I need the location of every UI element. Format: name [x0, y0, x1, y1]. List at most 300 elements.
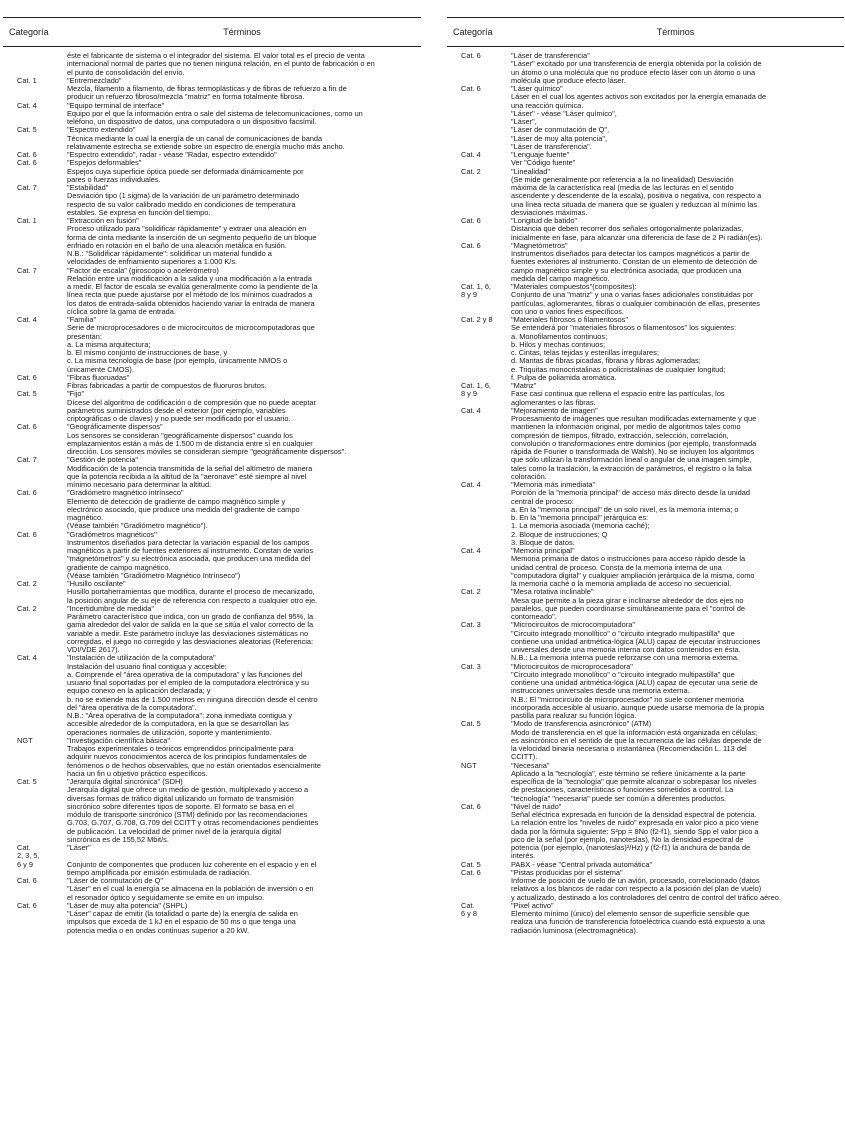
entry-text: [511, 217, 844, 242]
entry-term: "Matriz": [511, 381, 537, 390]
glossary-entry: [3, 151, 421, 159]
entry-text: [511, 168, 844, 218]
glossary-entry: [3, 423, 421, 456]
entry-term: "Espectro extendido": [67, 125, 136, 135]
entry-category: Cat. 2: [17, 603, 37, 613]
entry-definition-line: a medir. El factor de escala se evalúa generalmente como la pendiente de la: [67, 282, 318, 291]
entry-definition-line: Memoria primaria de datos o instrucciones para acceso rápido desde la: [511, 554, 746, 564]
glossary-entry: [447, 663, 844, 721]
entry-text: [67, 605, 421, 655]
entry-definition-line: criptográficas o de claves) y no puede ser modificado por el usuario.: [67, 414, 291, 423]
entry-text: [67, 580, 421, 605]
entry-definition-line: coloración.: [511, 471, 547, 481]
entry-definition-line: estables. Se expresa en función del tiempo.: [67, 207, 211, 217]
entry-term: "Materiales compuestos"(composites):: [511, 282, 637, 291]
entry-term: "Factor de escala" (giroscopio o acelerómetro): [67, 265, 219, 275]
entry-definition-line: La relación entre los "niveles de ruido" expresada en valor pico a pico viene: [511, 818, 759, 828]
entry-definition-line: VDI/VDE 2617).: [67, 645, 120, 654]
entry-term: "Equipo terminal de interface": [67, 100, 165, 110]
entry-term: "Espectro extendido", radar - véase "Radar, espectro extendido": [67, 150, 277, 159]
entry-term: "Fijo": [67, 389, 85, 399]
entry-category: Cat. 1, 6, 8 y 9: [461, 381, 491, 399]
entry-definition-line: Parámetro característico que indica, con un grado de confianza del 95%, la: [67, 612, 314, 621]
entry-definition-line: campo magnético simple y su electrónica asociada, que producen una: [511, 265, 742, 275]
entry-definition-line: (Véase también "Gradiómetro magnético").: [67, 521, 208, 531]
glossary-entry: [3, 844, 421, 877]
entry-category: Cat. 6: [461, 84, 481, 93]
glossary-entry: [3, 654, 421, 737]
entry-definition-line: N.B.: "Solidificar rápidamente": solidificar un material fundido a: [67, 249, 272, 258]
entry-definition-line: b. no se extiende más de 1.500 metros en ninguna dirección desde el centro: [67, 694, 318, 704]
glossary-entry: [447, 869, 844, 902]
entry-term: "Geográficamente dispersos": [67, 422, 163, 432]
entry-term: "Instalación de utilización de la computadora": [67, 653, 216, 663]
entry-text: [67, 489, 421, 530]
entry-definition-line: diversas formas de tráfico digital utilizando un formato de transmisión: [67, 793, 294, 803]
entry-definition-line: Conjunto de componentes que producen luz coherente en el espacio y en el: [67, 859, 317, 869]
entry-definition-line: "tecnología" "necesaria" puede ser común a diferentes productos.: [511, 793, 727, 803]
entry-definition-line: impulsos que exceda de 1 kJ en el espacio de 50 ms o que tenga una: [67, 917, 296, 927]
entry-definition-line: instrucciones universales desde una memoria externa.: [511, 686, 690, 696]
entry-category: Cat. 6: [461, 801, 481, 811]
entry-text: [511, 621, 844, 662]
entry-category: Cat. 6: [17, 150, 37, 159]
entry-category: Cat. 6: [17, 422, 37, 432]
entry-definition-line: internacional normal de partes que no tienen ninguna relación, en el punto de fabricación o en: [67, 59, 375, 69]
entry-definition-line: f. Pulpa de poliamida aromática.: [511, 372, 617, 382]
entry-definition-line: Husillo portaherramientas que modifica, durante el proceso de mecanizado,: [67, 587, 315, 597]
entry-definition-line: de prestaciones, características o funciones sometidos a control. La: [511, 785, 734, 795]
entry-term: "Memoria más inmediata": [511, 480, 596, 489]
entry-category: Cat. 6: [17, 372, 37, 382]
glossary-entry: [3, 489, 421, 530]
entry-term: "Necesaria": [511, 760, 550, 770]
entry-category: Cat. 6: [461, 51, 481, 60]
entry-definition-line: la velocidad binaria necesaria o instantánea (Recomendación L. 113 del: [511, 744, 747, 753]
entry-definition-line: c. La misma tecnología de base (por ejemplo, únicamente NMOS o: [67, 356, 288, 366]
entry-definition-line: Distancia que deben recorrer dos señales ortogonalmente polarizadas,: [511, 224, 744, 234]
entry-category: Cat. 2: [461, 166, 481, 176]
glossary-entry: [447, 902, 844, 935]
entry-definition-line: N.B.: "Área operativa de la computadora": zona inmediata contigua y: [67, 711, 293, 720]
entry-definition-line: d. Mantas de fibras picadas, fibrana y fibras aglomeradas;: [511, 356, 701, 366]
entry-text: [511, 481, 844, 547]
entry-definition-line: "Láser de transferencia".: [511, 141, 592, 151]
entry-definition-line: Porción de la "memoria principal" de acceso más directo desde la unidad: [511, 488, 751, 498]
entry-definition-line: la memoria caché o la memoria ampliada de acceso no secuencial.: [511, 579, 732, 588]
entry-category: Cat. 4: [17, 100, 37, 110]
entry-definition-line: CCITT).: [511, 752, 538, 762]
entry-definition-line: compresión de tiempos, filtrado, extracción, selección, correlación,: [511, 430, 729, 440]
glossary-entry: [447, 803, 844, 861]
entry-text: [67, 217, 421, 267]
entry-category: Cat. 5: [17, 777, 37, 786]
entry-definition-line: incorporada accesible al usuario, aunque puede usarse memoria de la propia: [511, 702, 765, 712]
entry-category: Cat. 7: [17, 183, 37, 192]
entry-category: Cat. 4: [461, 480, 481, 489]
entry-text: [67, 52, 421, 77]
entry-term: "Mesa rotativa inclinable": [511, 587, 594, 597]
entry-definition-line: accesible alrededor de la computadora, en la que se desarrollan las: [67, 719, 289, 729]
entry-definition-line: Mesa que permite a la pieza girar e inclinarse alrededor de dos ejes no: [511, 595, 744, 605]
entry-text: [511, 382, 844, 407]
entry-term: "Microcircuitos de microcomputadora": [511, 620, 635, 630]
entry-text: [511, 85, 844, 151]
entry-term: "Gestión de potencia": [67, 455, 138, 465]
glossary-entry: [3, 374, 421, 391]
entry-text: [67, 902, 421, 935]
entry-definition-line: el resonador óptico y seguidamente se emite en un impulso.: [67, 892, 265, 902]
entry-term: "Entremezclado": [67, 75, 122, 85]
entry-term: "Láser químico": [511, 84, 563, 93]
entry-text: [511, 869, 844, 902]
entry-text: [67, 531, 421, 581]
entry-definition-line: el punto de consolidación del envío.: [67, 67, 185, 77]
entry-category: Cat. 4: [461, 150, 481, 159]
entry-definition-line: realiza una función de transferencia fotoeléctrica cuando está expuesto a una: [511, 917, 765, 927]
glossary-entry: [3, 184, 421, 217]
glossary-entry: [447, 621, 844, 662]
glossary-entry: [3, 877, 421, 902]
entry-category: Cat. 2: [17, 579, 37, 588]
entry-category: [3, 52, 67, 77]
entry-definition-line: forma de cinta mediante la inserción de un segmento pequeño de un bloque: [67, 232, 317, 242]
entry-term: "Memoria principal": [511, 546, 575, 555]
glossary-entry: [3, 605, 421, 655]
entry-definition-line: la posición angular de su eje de referencia con respecto a cualquier otro eje.: [67, 595, 318, 605]
glossary-rows-left: [3, 47, 421, 935]
entry-text: [67, 316, 421, 374]
entry-definition-line: "Láser de muy alta potencia",: [511, 133, 608, 143]
entry-definition-line: únicamente CMOS).: [67, 364, 134, 374]
entry-definition-line: Instrumentos diseñados para detectar los campos magnéticos a partir de: [511, 249, 750, 258]
entry-category: Cat. 5: [461, 859, 481, 869]
left-column: [3, 17, 421, 1133]
entry-definition-line: electrónico asociado, que produce una medida del gradiente de campo: [67, 504, 300, 514]
entry-definition-line: Proceso utilizado para "solidificar rápidamente" y extraer una aleación en: [67, 224, 307, 234]
entry-text: [67, 374, 421, 391]
entry-definition-line: Elemento de detección de gradiente de campo magnético simple y: [67, 496, 286, 506]
entry-definition-line: "Láser de conmutación de Q",: [511, 125, 610, 135]
entry-definition-line: los datos de entrada-salida obtenidos haciendo variar la entrada de manera: [67, 298, 315, 308]
entry-definition-line: tiempo amplificada por emisión estimulada de radiación.: [67, 867, 252, 877]
entry-text: [67, 737, 421, 778]
glossary-entry: [3, 52, 421, 77]
entry-definition-line: Procesamiento de imágenes que resultan modificadas externamente y que: [511, 414, 757, 423]
entry-definition-line: b. En la "memoria principal" jerárquica es:: [511, 513, 649, 522]
entry-definition-line: Serie de microprocesadores o de microcircuitos de microcomputadoras que: [67, 323, 315, 333]
terms-header: Términos: [656, 27, 695, 37]
entry-category: Cat. 6 y 8: [461, 900, 478, 918]
entry-category: Cat. 1: [17, 75, 37, 85]
entry-definition-line: magnético.: [67, 513, 104, 522]
glossary-entry: [447, 151, 844, 168]
entry-category: Cat. 4: [461, 546, 481, 555]
entry-text: [511, 803, 844, 861]
entry-definition-line: gama alrededor del valor de salida en la que se sitúa el valor correcto de la: [67, 620, 314, 630]
entry-definition-line: dirección. Los sensores móviles se consideran siempre "geográficamente dispersos".: [67, 447, 347, 456]
entry-definition-line: un átomo o una molécula que no produce efecto láser con un átomo o una: [511, 67, 756, 77]
entry-definition-line: Modo de transferencia en el que la información está organizada en células;: [511, 727, 758, 737]
entry-category: Cat. 3: [461, 661, 481, 671]
entry-category: Cat. 6: [17, 876, 37, 885]
entry-definition-line: presentan:: [67, 331, 102, 341]
entry-term: "Láser de conmutación de Q": [67, 876, 164, 885]
entry-category: Cat. 4: [17, 315, 37, 324]
entry-definition-line: unidad central de proceso. Consta de la memoria interna de una: [511, 562, 722, 572]
entry-definition-line: (Se mide generalmente por referencia a la no linealidad) Desviación: [511, 174, 734, 184]
entry-text: [67, 184, 421, 217]
entry-definition-line: Instalación del usuario final contigua y accesible:: [67, 661, 227, 671]
entry-definition-line: medida del campo magnético.: [511, 273, 610, 283]
category-header: Categoría: [9, 27, 49, 37]
glossary-entry: [3, 390, 421, 423]
entry-category: Cat. 2: [461, 587, 481, 597]
glossary-entry: [447, 316, 844, 382]
entry-category: Cat. 1: [17, 216, 37, 225]
entry-definition-line: que la potencia recibida a la altitud de la "aeronave" esté siempre al nivel: [67, 471, 307, 481]
entry-category: Cat. 4: [17, 653, 37, 663]
entry-term: "Husillo oscilante": [67, 579, 126, 588]
entry-definition-line: Fibras fabricadas a partir de compuestos de fluoruros brutos.: [67, 381, 267, 390]
entry-definition-line: pares o fuerzas individuales.: [67, 174, 161, 184]
entry-definition-line: contiene una unidad aritmética-lógica (ALU) capaz de ejecutar una serie de: [511, 678, 758, 687]
entry-category: Cat. 6: [17, 900, 37, 910]
table-header: [447, 17, 844, 47]
entry-term: "Pixel activo": [511, 900, 554, 910]
entry-term: "Materiales fibrosos o filamentosos": [511, 315, 628, 324]
glossary-entry: [3, 737, 421, 778]
entry-definition-line: emplazamientos están a más de 1.500 m de distancia entre sí en cualquier: [67, 438, 313, 448]
entry-definition-line: una línea recta situada de manera que se igualen y reduzcan al mínimo las: [511, 199, 758, 209]
entry-definition-line: desviaciones máximas.: [511, 207, 588, 217]
entry-definition-line: Ver "Código fuente": [511, 158, 576, 168]
entry-definition-line: mantienen la información original, por medio de algoritmos tales como: [511, 422, 741, 432]
entry-definition-line: Elemento mínimo (único) del elemento sensor de superficie sensible que: [511, 909, 750, 918]
category-header: Categoría: [453, 27, 493, 37]
entry-category: NGT: [17, 735, 33, 745]
entry-text: [511, 588, 844, 621]
entry-definition-line: universales desde una memoria interna con datos contenidos en ésta.: [511, 645, 741, 654]
entry-category: Cat. 6: [461, 867, 481, 877]
entry-text: [67, 456, 421, 489]
entry-definition-line: pico de la señal (por ejemplo, nanoteslas), No la densidad espectral de: [511, 834, 744, 844]
entry-definition-line: N.B.: El "microcircuito de microprocesador" no suele contener memoria: [511, 694, 744, 704]
entry-definition-line: enfriado en rotación en el baño de una aleación metálica en fusión.: [67, 240, 287, 250]
entry-definition-line: hacia un fin u objetivo práctico específicos.: [67, 768, 208, 778]
entry-definition-line: Trabajos experimentales o teóricos emprendidos principalmente para: [67, 744, 294, 753]
entry-definition-line: con uno o varios fines específicos.: [511, 306, 624, 316]
entry-definition-line: fenómenos o de hechos observables, que no están orientados esencialmente: [67, 760, 321, 770]
entry-text: [511, 151, 844, 168]
entry-term: "Nivel de ruido": [511, 801, 562, 811]
entry-definition-line: 1. La memoria asociada (memoria caché);: [511, 521, 650, 531]
right-column: [447, 17, 844, 1133]
entry-definition-line: ascendente y descendente de la escala), positiva o negativa, con respecto a: [511, 191, 762, 201]
entry-definition-line: "Láser" en el cual la energía se almacena en la población de inversión o en: [67, 884, 314, 894]
glossary-entry: [447, 588, 844, 621]
entry-text: [67, 102, 421, 127]
entry-definition-line: módulo de transporte sincrónico (STM) definido por las recomendaciones: [67, 810, 308, 819]
entry-definition-line: Desviación tipo (1 sigma) de la variación de un parámetro determinado: [67, 191, 300, 201]
entry-category: Cat. 3: [461, 620, 481, 630]
glossary-entry: [447, 720, 844, 761]
glossary-entry: [3, 102, 421, 127]
entry-definition-line: Relación entre una modificación a la salida y una modificación a la entrada: [67, 273, 312, 283]
entry-definition-line: usuario final soportadas por el empleo de la computadora electrónica y su: [67, 678, 309, 687]
entry-text: [67, 844, 421, 877]
entry-definition-line: operaciones normales de utilización, soporte y mantenimiento.: [67, 727, 272, 737]
entry-definition-line: relativamente estrecha se extiende sobre un espectro de energía mucho más ancho.: [67, 141, 345, 151]
entry-definition-line: gradiente de campo magnético.: [67, 562, 171, 572]
glossary-entry: [447, 283, 844, 316]
entry-definition-line: variable a medir. Este parámetro incluye las desviaciones sistemáticas no: [67, 628, 309, 638]
entry-term: "Familia": [67, 315, 97, 324]
entry-definition-line: a. La misma arquitectura;: [67, 339, 151, 349]
entry-definition-line: línea recta que puede ajustarse por el método de los mínimos cuadrados a: [67, 290, 313, 300]
entry-text: [67, 77, 421, 102]
entry-category: Cat. 7: [17, 455, 37, 465]
entry-term: "Estabilidad": [67, 183, 109, 192]
entry-definition-line: 2. Bloque de instrucciones; Q: [511, 529, 608, 539]
entry-category: Cat. 7: [17, 265, 37, 275]
entry-term: "Pistas producidas por el sistema": [511, 867, 623, 877]
glossary-rows-right: [447, 47, 844, 935]
glossary-entry: [447, 762, 844, 803]
entry-definition-line: contorneado".: [511, 612, 557, 621]
entry-definition-line: contiene una unidad aritmética-lógica (ALU) capaz de ejecutar instrucciones: [511, 636, 761, 646]
entry-category: Cat. 6: [17, 488, 37, 498]
glossary-entry: [3, 126, 421, 151]
entry-term: "Modo de transferencia asincrónico" (ATM): [511, 719, 652, 729]
entry-definition-line: Láser en el cual los agentes activos son excitados por la energía emanada de: [511, 92, 767, 102]
entry-definition-line: dada por la fórmula siguiente: S²pp = 8No (f2-f1), siendo Spp el valor pico a: [511, 826, 759, 836]
entry-definition-line: c. Cintas, telas tejidas y esterillas irregulares;: [511, 348, 659, 357]
entry-definition-line: paralelos, que pueden coordinarse simultáneamente para el "control de: [511, 603, 745, 613]
entry-category: Cat. 5: [461, 719, 481, 729]
entry-definition-line: N.B.: La memoria interna puede reforzarse con una memoria externa.: [511, 653, 739, 663]
entry-definition-line: 3. Bloque de datos.: [511, 537, 575, 547]
entry-term: "Incertidumbre de medida": [67, 603, 154, 613]
entry-definition-line: "computadora digital" y cualquier ampliación jerárquica de la misma, como: [511, 570, 755, 580]
entry-definition-line: equipo conexo en la aplicación declarada; y: [67, 686, 211, 696]
glossary-entry: [447, 217, 844, 242]
glossary-entry: [3, 267, 421, 317]
entry-text: [67, 423, 421, 456]
glossary-entry: [447, 52, 844, 85]
glossary-entry: [3, 77, 421, 102]
entry-definition-line: sincrónico sobre diferentes tipos de soporte. El formato se basa en el: [67, 801, 294, 811]
entry-definition-line: es asincrónico en el sentido de que la recurrencia de las células depende de: [511, 735, 762, 745]
entry-definition-line: b. Hilos y mechas continuos;: [511, 339, 606, 349]
entry-definition-line: "Láser" capaz de emitir (la totalidad o parte de) la energía de salida en: [67, 909, 298, 918]
entry-definition-line: mínimo necesario para determinar la altitud.: [67, 480, 212, 489]
table-header: [3, 17, 421, 47]
entry-category: Cat. 1, 6, 8 y 9: [461, 282, 491, 300]
entry-definition-line: del "área operativa de la computadora".: [67, 702, 197, 712]
entry-definition-line: "Láser" excitado por una transferencia de energía obtenida por la colisión de: [511, 59, 762, 69]
entry-term: "Longitud de batido": [511, 216, 578, 225]
entry-text: [67, 126, 421, 151]
entry-text: [511, 316, 844, 382]
entry-definition-line: respecto de su valor calibrado medido en condiciones de temperatura: [67, 199, 296, 209]
entry-definition-line: tales como la traslación, la extracción de parámetros, el registro o la falsa: [511, 463, 752, 473]
entry-definition-line: molécula que produce efecto láser.: [511, 75, 626, 85]
entry-category: Cat. 6: [461, 216, 481, 225]
entry-text: [511, 902, 844, 935]
entry-definition-line: "Láser",: [511, 117, 537, 126]
entry-definition-line: convolución o transformaciones entre dominios (por ejemplo, transformada: [511, 438, 757, 448]
entry-definition-line: Se entenderá por "materiales fibrosos o filamentosos" los siguientes:: [511, 323, 737, 333]
entry-definition-line: a. Monofilamentos continuos;: [511, 331, 608, 341]
entry-definition-line: radiación luminosa (electromagnética).: [511, 925, 638, 935]
entry-definition-line: a. En la "memoria principal" de un solo nivel, es la memoria interna; o: [511, 504, 739, 514]
entry-definition-line: Modificación de la potencia transmitida de la señal del altímetro de manera: [67, 463, 313, 473]
entry-definition-line: relativos a los blancos de radar con respecto a la posición del plan de vuelo): [511, 884, 762, 894]
terms-header: Términos: [223, 27, 261, 37]
entry-definition-line: Aplicado a la "tecnología", este término se refiere únicamente a la parte: [511, 768, 746, 778]
entry-definition-line: de publicación. La velocidad de primer nivel de la jerarquía digital: [67, 826, 282, 836]
entry-definition-line: adquirir nuevos conocimientos acerca de los principios fundamentales de: [67, 752, 307, 762]
entry-term: "Espejos deformables": [67, 158, 142, 168]
entry-definition-line: (Véase también "Gradiómetro Magnético Intrínseco"): [67, 570, 241, 580]
entry-term: "Lenguaje fuente": [511, 150, 570, 159]
entry-category: Cat. 6: [17, 158, 37, 168]
entry-definition-line: Señal eléctrica expresada en función de la densidad espectral de potencia.: [511, 810, 757, 819]
glossary-entry: [447, 382, 844, 407]
glossary-entry: [3, 456, 421, 489]
entry-definition-line: parámetros suministrados desde el exterior (por ejemplo, variables: [67, 405, 286, 415]
entry-text: [511, 52, 844, 85]
entry-definition-line: pastilla para realizar su función lógica.: [511, 711, 637, 720]
entry-definition-line: Técnica mediante la cual la energía de un canal de comunicaciones de banda: [67, 133, 323, 143]
glossary-entry: [3, 902, 421, 935]
entry-definition-line: rápida de Fourier o transformada de Walsh). No se incluyen los algoritmos: [511, 447, 755, 456]
entry-text: [67, 390, 421, 423]
glossary-entry: [3, 580, 421, 605]
glossary-entry: [3, 531, 421, 581]
entry-text: [67, 654, 421, 737]
entry-definition-line: Dícese del algoritmo de codificación o de compresión que no puede aceptar: [67, 397, 316, 407]
glossary-entry: [3, 778, 421, 844]
glossary-entry: [447, 547, 844, 588]
entry-text: [511, 762, 844, 803]
entry-text: [67, 778, 421, 844]
entry-term: "Linealidad": [511, 166, 550, 176]
entry-category: Cat. 5: [17, 125, 37, 135]
entry-definition-line: "Circuito integrado monolítico" o "circuito integrado multipastilla" que: [511, 669, 735, 679]
entry-definition-line: cíclica sobre la gama de entrada.: [67, 306, 176, 316]
entry-text: [511, 407, 844, 481]
entry-definition-line: "magnetómetros" y su electrónica asociada, que producen una medida del: [67, 554, 311, 564]
entry-term: "Microcircuitos de microprocesadora": [511, 661, 633, 671]
entry-text: [511, 547, 844, 588]
entry-definition-line: Espejos cuya superficie óptica puede ser deformada dinámicamente por: [67, 166, 304, 176]
entry-definition-line: una reacción química.: [511, 100, 584, 110]
entry-definition-line: magnéticos a partir de fuentes exteriores al instrumento. Constan de varios: [67, 546, 314, 555]
entry-term: "Gradiómetro magnético intrínseco": [67, 488, 184, 498]
entry-term: "Fibras fluoruadas": [67, 372, 130, 382]
entry-definition-line: partículas, aglomerantes, fibras o cualquier combinación de ellas, presentes: [511, 298, 760, 308]
entry-definition-line: Los sensores se consideran "geográficamente dispersos" cuando los: [67, 430, 293, 440]
entry-definition-line: producir un refuerzo fibroso/mezcla "matriz" en forma totalmente fibrosa.: [67, 92, 305, 102]
entry-definition-line: sincrónica es de 155,52 Mbit/s.: [67, 834, 169, 844]
entry-definition-line: inicialmente en fase, para alcanzar una diferencia de fase de 2 Pi radián(es).: [511, 232, 763, 242]
entry-definition-line: Fase casi continua que rellena el espacio entre las partículas, los: [511, 389, 725, 399]
entry-term: "Láser de transferencia": [511, 51, 590, 60]
entry-definition-line: "Láser" - véase "Láser químico",: [511, 108, 617, 118]
entry-definition-line: e. Triquitas monocristalinas o policristalinas de cualquier longitud;: [511, 364, 726, 374]
